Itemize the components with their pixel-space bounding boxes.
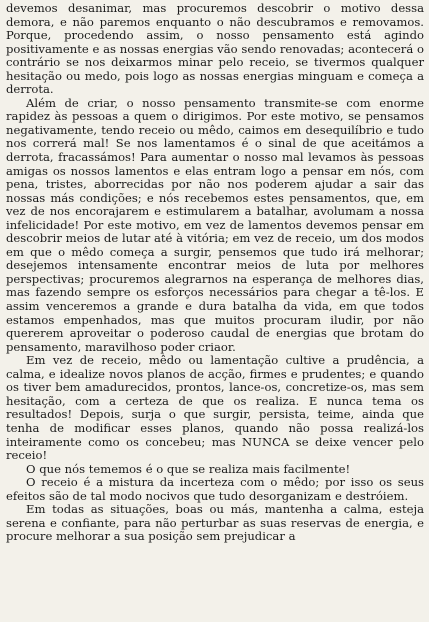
paragraph-5: O receio é a mistura da incerteza com o mêdo; por isso os seus efeitos são de tal modo nocivos que tudo desorganizam e destróiem. [6,475,424,503]
paragraph-2: Além de criar, o nosso pensamento transmite-se com enorme rapidez às pessoas a quem o dirigimos. Por este motivo, se pensamos negativamente, tendo receio ou mêdo, caimos em desequilíbrio e tudo nos correrá mal! Se nos lamentamos é o sinal de que aceitámos a derrota, fracassámos! Para aumentar o nosso mal levamos às pessoas amigas os nossos lamentos e elas entram logo a pensar em nós, com pena, tristes, aborrecidas por não nos poderem ajudar a sair das nossas más condições; e nós recebemos estes pensamentos, que, em vez de nos encorajarem e estimularem a batalhar, avolumam a nossa infelicidade! Por este motivo, em vez de lamentos devemos pensar em descobrir meios de lutar até à vitória; em vez de receio, um dos modos em que o mêdo começa a surgir, pensemos que tudo irá melhorar; desejemos intensamente encontrar meios de luta por melhores perspectivas; procuremos alegrarnos na esperança de melhores dias, mas fazendo sempre os esforços necessários para chegar a tê-los. E assim venceremos a grande e dura batalha da vida, em que todos estamos empenhados, mas que muitos procuram iludir, por não quererem aproveitar o poderoso caudal de energias que brotam do pensamento, maravilhoso poder criaor. [6,95,424,354]
paragraph-3: Em vez de receio, mêdo ou lamentação cultive a prudência, a calma, e idealize novos planos de acção, firmes e prudentes; e quando os tiver bem amadurecidos, prontos, lance-os, concretize-os, mas sem hesitação, com a certeza de que os realiza. E nunca tema os resultados! Depois, surja o que surgir, persista, teime, ainda que tenha de modificar esses planos, quando não possa realizá-los inteiramente como os concebeu; mas NUNCA se deixe vencer pelo receio! [6,353,424,463]
paragraph-6: Em todas as situações, boas ou más, mantenha a calma, esteja serena e confiante, para não perturbar as suas reservas de energia, e procure melhorar a sua posição sem prejudicar a [6,502,424,544]
paragraph-4: O que nós tememos é o que se realiza mais facilmente! [26,461,351,476]
paragraph-1: devemos desanimar, mas procuremos descobrir o motivo dessa demora, e não paremos enquanto o não descubramos e removamos. Porque, procedendo assim, o nosso pensamento está agindo positivamente e as nossas energias vão sendo renovadas; acontecerá o contrário se nos deixarmos minar pelo receio, se tivermos qualquer hesitação ou medo, pois logo as nossas energias minguam e começa a derrota. [6,1,424,97]
